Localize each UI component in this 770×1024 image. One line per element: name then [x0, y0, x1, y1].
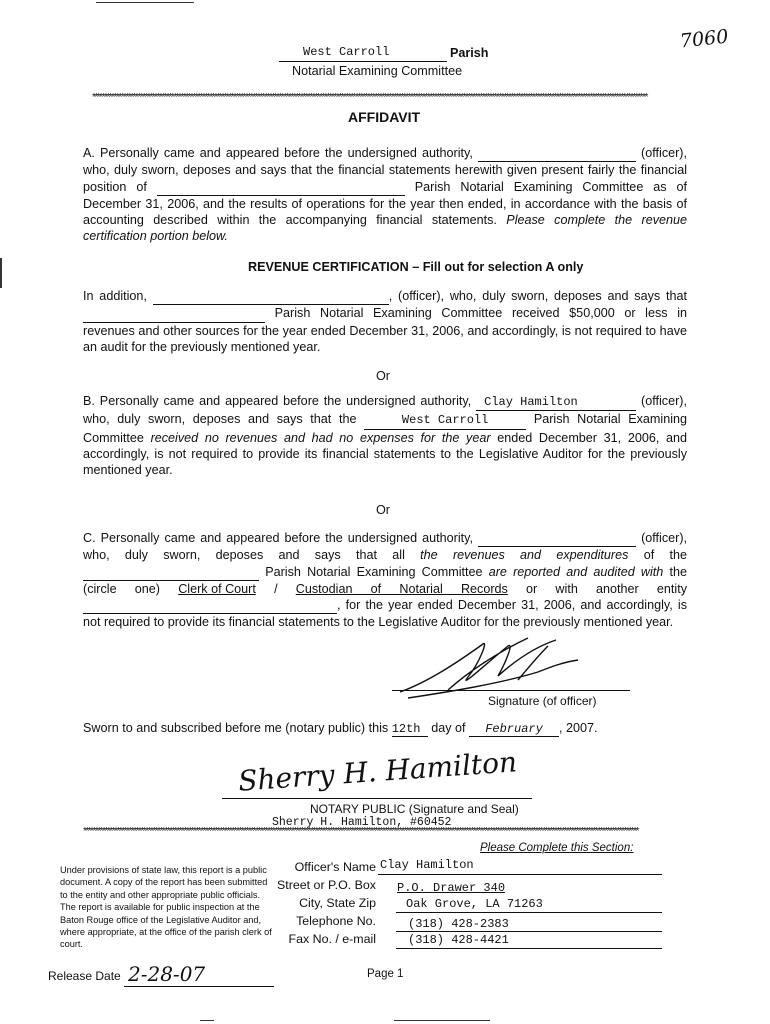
option-custodian: Custodian of Notarial Records — [295, 581, 508, 596]
section-c-parish-field — [83, 564, 259, 581]
or-divider-1: Or — [376, 369, 390, 383]
committee-name: Notarial Examining Committee — [292, 64, 463, 78]
scan-mark — [0, 258, 2, 288]
section-c-label: C. — [83, 531, 96, 545]
parish-name: West Carroll — [303, 45, 390, 59]
value-city: Oak Grove, LA 71263 — [406, 897, 543, 911]
notary-printed-name: Sherry H. Hamilton, #60452 — [272, 816, 452, 829]
section-b: B. Personally came and appeared before the undersigned authority, Clay Hamilton (officer), who, duly sworn, deposes and says that the West Carroll Parish Notarial Examining Committee received no revenues and had no expenses for the year ended December 31, 2006, and accordingly, is not required to provide its financial statements to the Legislative Auditor for the previously mentioned year. — [83, 394, 688, 478]
revenue-parish-field — [83, 305, 265, 322]
value-officer-name: Clay Hamilton — [380, 858, 474, 872]
value-telephone: (318) 428-2383 — [408, 917, 509, 931]
notary-caption: NOTARY PUBLIC (Signature and Seal) — [310, 802, 519, 816]
section-b-label: B. — [83, 394, 95, 408]
bottom-mark-2 — [394, 1020, 490, 1021]
officer-signature-caption: Signature (of officer) — [488, 694, 597, 708]
bottom-mark-1 — [200, 1020, 214, 1021]
release-date-line — [124, 986, 274, 987]
city-line — [396, 912, 662, 913]
sworn-statement: Sworn to and subscribed before me (notary public) this 12th day of February , 2007. — [83, 721, 598, 736]
value-street: P.O. Drawer 340 — [397, 881, 506, 895]
option-clerk-of-court: Clerk of Court — [178, 581, 256, 596]
officer-name-line — [378, 874, 662, 875]
section-a-parish-field — [157, 179, 405, 196]
doc-number: 7060 — [678, 25, 730, 53]
section-b-parish: West Carroll — [364, 412, 526, 429]
star-divider-2: **************************************************************************************************************************************************************************************************************************************** — [83, 826, 638, 837]
revenue-paragraph: In addition, , (officer), who, duly sworn, deposes and says that Parish Notarial Examining Committee received $50,000 or less in revenues and other sources for the year ended December 31, 2006, and accordingly, is not required to have an audit for the previously mentioned year. — [83, 289, 687, 354]
top-rule — [96, 2, 194, 3]
contact-labels — [262, 858, 376, 948]
section-a-authority-field — [478, 145, 636, 162]
section-c: C. Personally came and appeared before the undersigned authority, (officer), who, duly sworn, deposes and says that all the revenues and expenditures of the Parish Notarial Examining Committee are reported and audited with the (circle one) Clerk of Court / Custodian of Notarial Records or with another entity , for the year ended December 31, 2006, and accordingly, is not required to provide its financial statements to the Legislative Auditor for the previously mentioned year. — [83, 531, 688, 630]
revenue-officer-field — [153, 288, 389, 305]
label-officer-name: Officer's Name — [294, 860, 376, 874]
star-divider: **************************************************************************************************************************************************************************************************************************************** — [92, 92, 647, 103]
officer-signature-line — [392, 690, 630, 691]
value-fax: (318) 428-4421 — [408, 933, 509, 947]
telephone-line — [396, 931, 662, 932]
parish-label: Parish — [450, 46, 489, 60]
section-a: A. Personally came and appeared before the undersigned authority, (officer), who, duly sworn, deposes and says that the financial statements herewith given present fairly the financial position of Parish Notarial Examining Committee as of December 31, 2006, and the results of operations for the year then ended, in accordance with the basis of accounting described within the accompanying financial statements. Please complete the revenue certification portion below. — [83, 146, 688, 244]
notary-signature-line — [222, 798, 532, 799]
sworn-month: February — [469, 722, 559, 737]
page-number: Page 1 — [367, 968, 404, 980]
release-date-label: Release Date — [48, 969, 121, 983]
revenue-heading: REVENUE CERTIFICATION – Fill out for selection A only — [248, 260, 584, 274]
section-a-label: A. — [83, 146, 95, 160]
title: AFFIDAVIT — [348, 109, 421, 125]
section-b-officer: Clay Hamilton — [476, 394, 636, 411]
section-c-authority-field — [478, 530, 636, 547]
complete-section-note: Please Complete this Section: — [480, 842, 634, 854]
sworn-day: 12th — [392, 722, 428, 737]
provisions-notice: Under provisions of state law, this report is a public document. A copy of the report has been submitted to the entity and other appropriate public officials. The report is available for public inspection at the Baton Rouge office of the Legislative Auditor and, where appropriate, at the office of the parish clerk of court. — [60, 865, 272, 950]
section-a-note: Please complete the revenue certification portion below. — [83, 213, 688, 244]
or-divider-2: Or — [376, 503, 390, 517]
label-telephone: Telephone No. — [296, 914, 376, 928]
section-c-entity-field — [83, 597, 337, 614]
label-street: Street or P.O. Box — [277, 878, 376, 892]
parish-name-line — [279, 44, 447, 62]
label-city: City, State Zip — [299, 896, 376, 910]
release-date-value: 2-28-07 — [128, 962, 206, 986]
notary-signature: Sherry H. Hamilton — [237, 745, 519, 798]
label-fax: Fax No. / e-mail — [288, 932, 376, 946]
fax-line — [396, 948, 662, 949]
